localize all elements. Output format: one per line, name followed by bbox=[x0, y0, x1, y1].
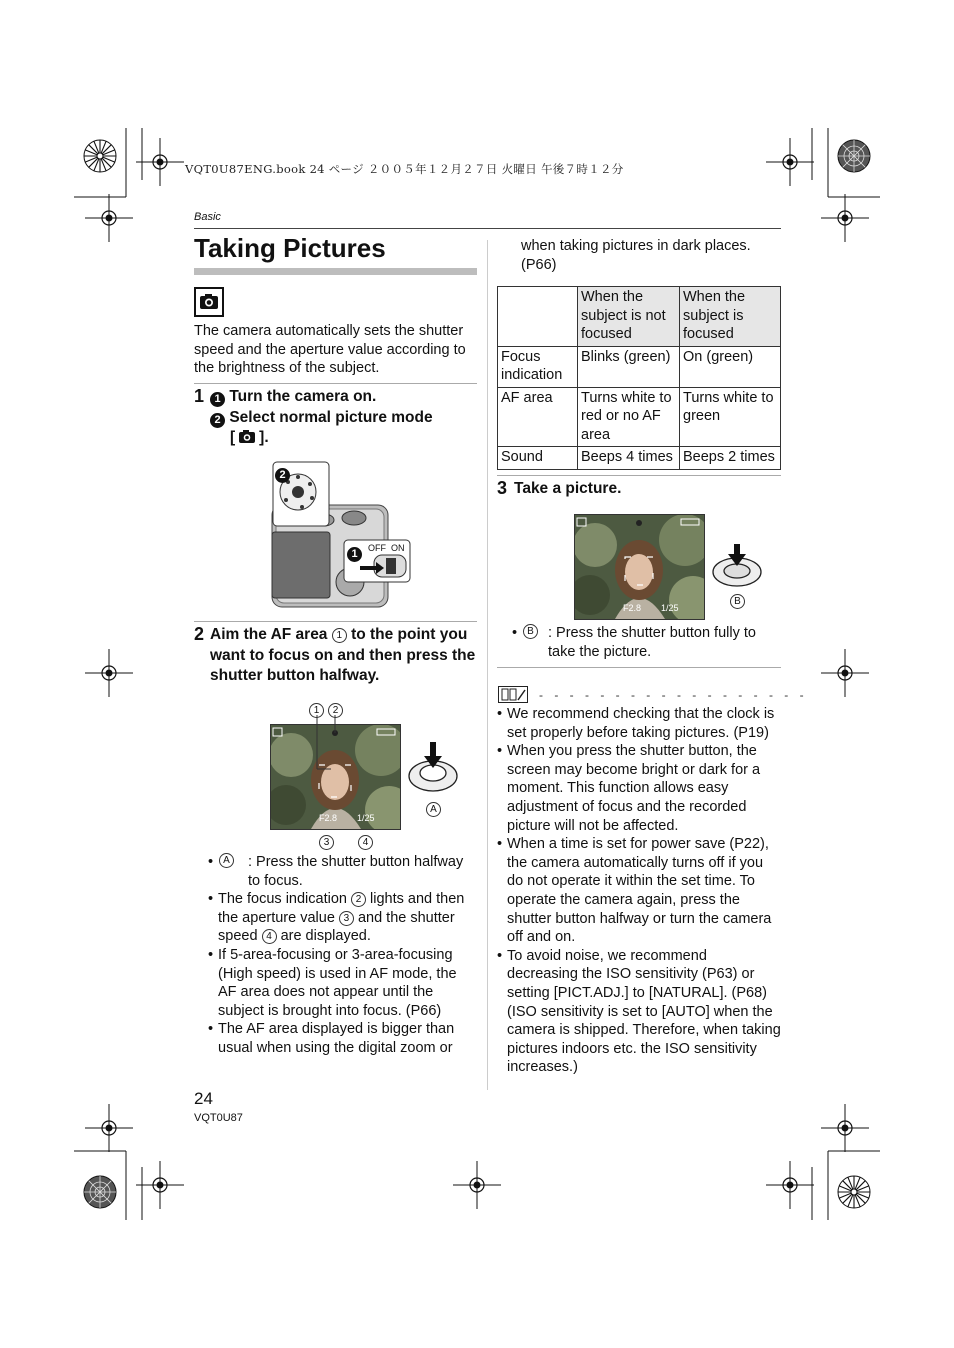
callout-a-label: A bbox=[426, 802, 441, 817]
continued-text: when taking pictures in dark places. (P66) bbox=[521, 238, 751, 273]
list-item: • If 5-area-focusing or 3-area-focusing (High speed) is used in AF mode, the AF area does not appear until the subject is brought into focus. (P66) bbox=[208, 946, 476, 1020]
table-cell: AF area bbox=[498, 387, 578, 447]
page-title: Taking Pictures bbox=[194, 233, 386, 263]
marker-1: 1 bbox=[210, 392, 225, 407]
list-item: • The AF area displayed is bigger than usual when using the digital zoom or bbox=[208, 1020, 476, 1057]
step-2-text-a: Aim the AF area bbox=[210, 626, 328, 643]
full-press-preview-photo bbox=[574, 514, 705, 620]
step-1-line-2: Select normal picture mode bbox=[229, 408, 433, 426]
list-item bbox=[208, 890, 476, 946]
callout-3-label: 3 bbox=[319, 835, 334, 850]
callout-1-ref: 1 bbox=[332, 628, 347, 643]
note-separator: - - - - - - - - - - - - - - - - - - bbox=[539, 688, 808, 702]
list-item: • We recommend checking that the clock is set properly before taking pictures. (P19) bbox=[497, 705, 781, 742]
callout-1-label: 1 bbox=[347, 547, 362, 562]
callout-4-ref: 4 bbox=[262, 929, 277, 944]
shutter-readout: 1/25 bbox=[661, 603, 679, 613]
aperture-readout: F2.8 bbox=[319, 813, 338, 823]
note-text: and the shutter speed bbox=[218, 909, 455, 945]
table-cell: Sound bbox=[498, 447, 578, 470]
power-switch-label: OFF ON bbox=[368, 543, 405, 553]
memo-notes bbox=[497, 705, 781, 1077]
divider bbox=[497, 475, 781, 476]
shutter-half-press-icon bbox=[406, 740, 461, 796]
bracket-close: ]. bbox=[259, 429, 269, 446]
list-item bbox=[208, 853, 476, 890]
page-number: 24 bbox=[194, 1089, 213, 1108]
callout-leader-lines bbox=[313, 713, 373, 783]
table-header-cell: When the subject is focused bbox=[680, 287, 781, 347]
table-cell: Focus indication bbox=[498, 346, 578, 387]
step-number-3: 3 bbox=[497, 478, 508, 498]
callout-3-ref: 3 bbox=[339, 911, 354, 926]
callout-b bbox=[730, 592, 745, 610]
step-2-instruction bbox=[210, 625, 478, 687]
top-rule bbox=[194, 228, 781, 229]
step-3-title: Take a picture. bbox=[514, 480, 622, 497]
table-cell: Turns white to green bbox=[680, 387, 781, 447]
section-label: Basic bbox=[194, 211, 221, 223]
marker-1-callout bbox=[347, 543, 362, 562]
table-row bbox=[498, 387, 781, 447]
camera-icon bbox=[237, 428, 257, 444]
table-row bbox=[498, 447, 781, 470]
shutter-readout: 1/25 bbox=[357, 813, 375, 823]
callout-3 bbox=[319, 833, 334, 851]
bracket-open: [ bbox=[230, 429, 236, 446]
note-text: are displayed. bbox=[276, 928, 371, 945]
file-header: VQT0U87ENG.book 24 ページ ２００５年１２月２７日 火曜日 午後７時１２分 bbox=[185, 162, 624, 176]
divider bbox=[194, 621, 477, 622]
shutter-full-press-icon bbox=[710, 542, 765, 588]
camera-mode-icon bbox=[194, 287, 224, 317]
title-underline bbox=[194, 268, 477, 275]
divider bbox=[497, 667, 781, 668]
step-2-text-b: to the point you want to focus on and then press the shutter button halfway. bbox=[210, 626, 476, 684]
list-item: • When you press the shutter button, the screen may become bright or dark for a moment. This function allows easy adjustment of focus and the recorded picture will not be affected. bbox=[497, 742, 781, 835]
table-cell: Turns white to red or no AF area bbox=[578, 387, 680, 447]
step-3-notes bbox=[512, 624, 780, 661]
step-2-notes bbox=[208, 853, 476, 1058]
step-1-line-1: Turn the camera on. bbox=[229, 388, 377, 405]
focus-table bbox=[497, 286, 781, 470]
list-item: • To avoid noise, we recommend decreasing the ISO sensitivity (P63) or setting [PICT.ADJ.] to [NATURAL]. (P68) (ISO sensitivity is set to [AUTO] when the camera is shipped. Therefore, when taking pictures indoors etc. the ISO sensitivity increases.) bbox=[497, 947, 781, 1077]
step-1-instructions bbox=[210, 387, 480, 449]
list-item bbox=[512, 624, 780, 661]
table-cell: Blinks (green) bbox=[578, 346, 680, 387]
intro-text: The camera automatically sets the shutter speed and the aperture value according to the brightness of the subject. bbox=[194, 323, 466, 377]
table-cell: On (green) bbox=[680, 346, 781, 387]
note-text: : Press the shutter button fully to take the picture. bbox=[548, 625, 756, 660]
page-code: VQT0U87 bbox=[194, 1112, 243, 1124]
note-text: lights and then the aperture value bbox=[218, 891, 465, 926]
marker-2-callout bbox=[275, 464, 290, 483]
table-cell bbox=[498, 287, 578, 347]
step-number-2: 2 bbox=[194, 624, 205, 644]
callout-b-label: B bbox=[730, 594, 745, 609]
note-text: The focus indication bbox=[218, 891, 351, 908]
callout-4-label: 4 bbox=[358, 835, 373, 850]
table-header-cell: When the subject is not focused bbox=[578, 287, 680, 347]
table-cell: Beeps 2 times bbox=[680, 447, 781, 470]
memo-note-icon bbox=[498, 686, 528, 703]
callout-a bbox=[426, 800, 441, 818]
divider bbox=[194, 383, 477, 384]
table-row bbox=[498, 346, 781, 387]
marker-2: 2 bbox=[210, 413, 225, 428]
column-divider bbox=[487, 240, 488, 1090]
list-item: • When a time is set for power save (P22), the camera automatically turns off if you do not operate it within the set time. To operate the camera again, press the shutter button halfway or turn the camera off and on. bbox=[497, 835, 781, 947]
aperture-readout: F2.8 bbox=[623, 603, 642, 613]
callout-a-ref: • A bbox=[219, 853, 234, 868]
note-text: : Press the shutter button halfway to focus. bbox=[248, 854, 464, 889]
callout-1-label: 1 bbox=[309, 703, 324, 718]
table-row bbox=[498, 287, 781, 347]
table-cell: Beeps 4 times bbox=[578, 447, 680, 470]
callout-2-label: 2 bbox=[328, 703, 343, 718]
callout-2-ref: 2 bbox=[351, 892, 366, 907]
callout-4 bbox=[358, 833, 373, 851]
callout-2-label: 2 bbox=[275, 468, 290, 483]
step-number-1: 1 bbox=[194, 386, 205, 406]
callout-b-ref: • B bbox=[523, 624, 538, 639]
